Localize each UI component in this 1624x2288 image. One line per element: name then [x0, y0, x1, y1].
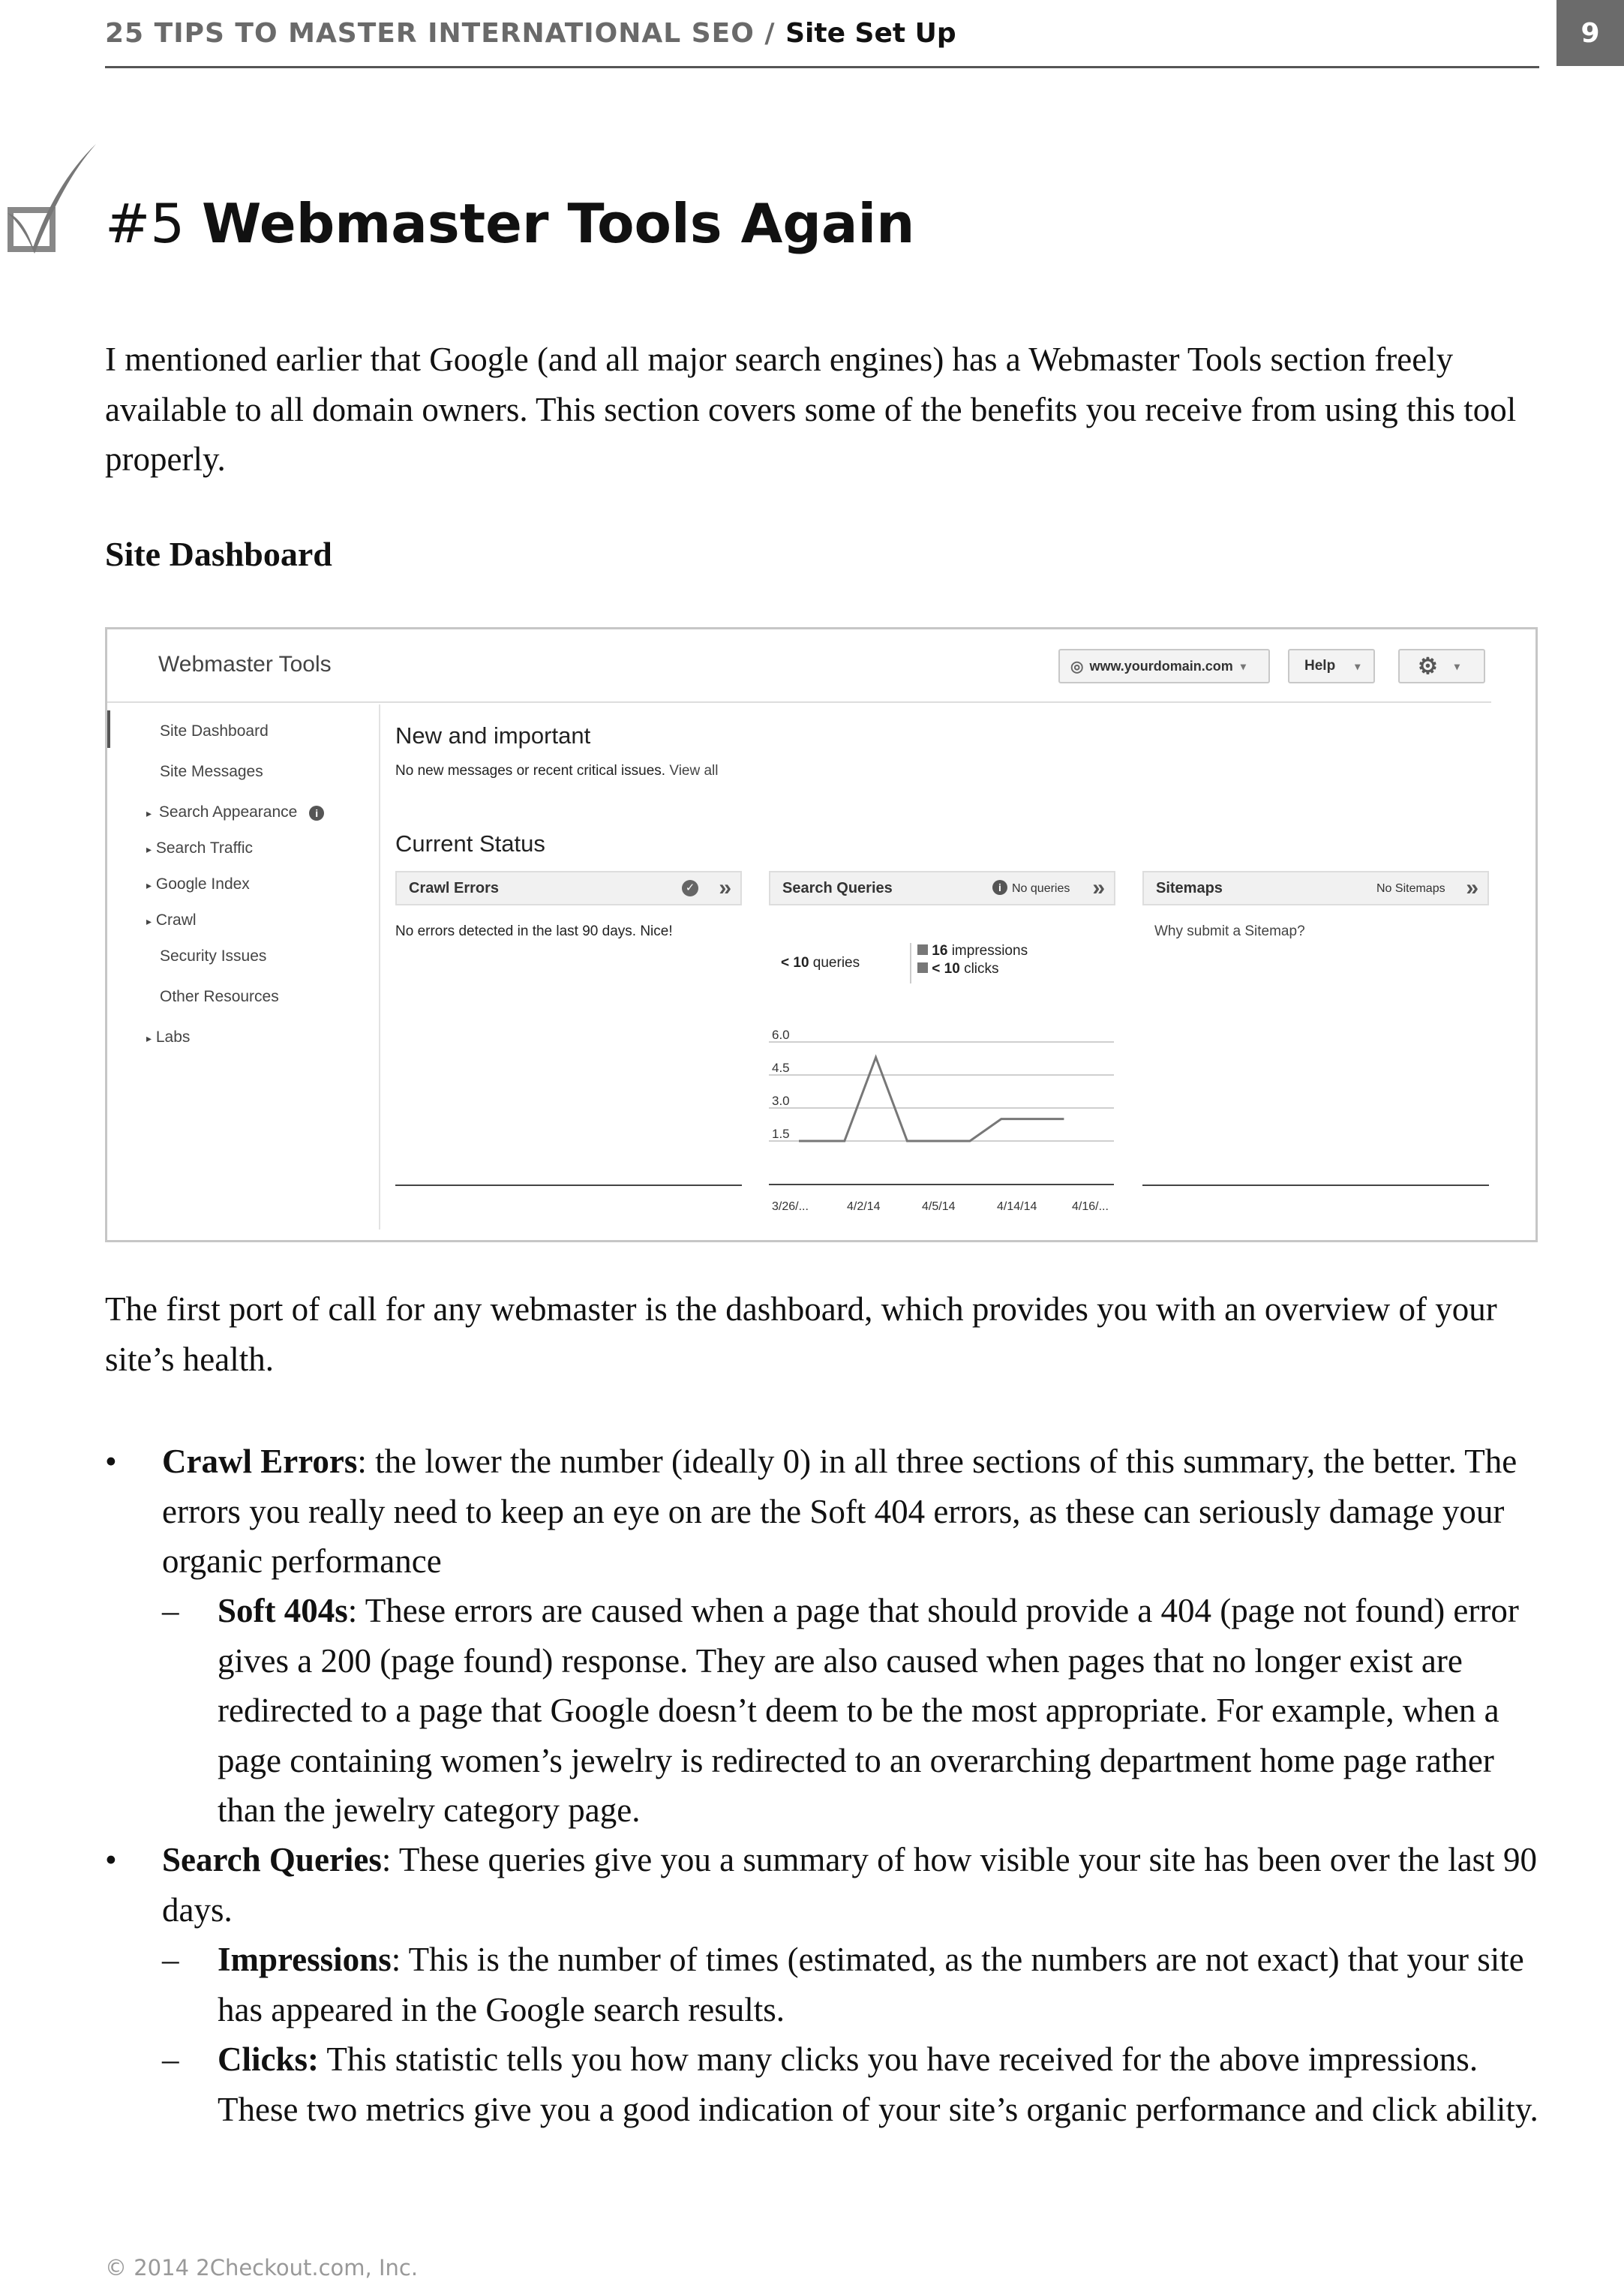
nav-security-issues[interactable]: Security Issues: [160, 947, 267, 965]
crawl-errors-chart-baseline: [395, 1185, 742, 1186]
globe-icon: ◎: [1070, 658, 1084, 675]
info-icon: i: [309, 806, 324, 821]
series-line: [799, 1058, 1064, 1141]
sitemaps-status: No Sitemaps: [1376, 882, 1445, 895]
page-header: [105, 14, 1539, 68]
x-tick-label: 4/14/14: [997, 1200, 1037, 1213]
impressions-count: 16 impressions: [917, 943, 1028, 959]
dash-marker: –: [162, 1941, 179, 1978]
gear-icon: ⚙: [1418, 653, 1438, 679]
sitemaps-link[interactable]: Why submit a Sitemap?: [1154, 923, 1305, 939]
header-separator: /: [764, 18, 776, 49]
legend-square-icon: [917, 962, 928, 973]
sidebar-divider: [379, 704, 380, 1230]
double-chevron-icon[interactable]: »: [1092, 875, 1105, 900]
nav-other-resources[interactable]: Other Resources: [160, 988, 279, 1005]
y-tick-label: 1.5: [772, 1127, 790, 1141]
dropdown-arrow-icon: ▾: [1240, 659, 1246, 672]
dropdown-arrow-icon: ▾: [1355, 659, 1361, 672]
sitemaps-title: Sitemaps: [1156, 880, 1223, 896]
expand-arrow-icon: ▸: [146, 1032, 152, 1044]
search-queries-chart: [769, 1019, 1129, 1245]
check-circle-icon: ✓: [682, 880, 698, 896]
intro-paragraph: I mentioned earlier that Google (and all major search engines) has a Webmaster Tools section freely available to all domain owners. This section covers some of the benefits you receive from using this tool properly.: [105, 341, 1517, 478]
dropdown-arrow-icon: ▾: [1454, 659, 1460, 672]
y-tick-label: 4.5: [772, 1061, 790, 1075]
webmaster-tools-screenshot: [105, 627, 1538, 1242]
queries-divider: [910, 943, 911, 983]
sitemaps-card-header[interactable]: [1142, 871, 1489, 905]
nav-search-appearance[interactable]: ▸ Search Appearance i: [146, 803, 324, 821]
dashboard-paragraph: The first port of call for any webmaster is the dashboard, which provides you with an overview of your site’s health.: [105, 1290, 1497, 1378]
info-icon: i: [992, 880, 1007, 895]
nav-labs[interactable]: ▸ Labs: [146, 1028, 191, 1046]
crawl-errors-title: Crawl Errors: [409, 880, 500, 896]
y-tick-label: 3.0: [772, 1094, 790, 1108]
nav-site-messages[interactable]: Site Messages: [160, 763, 263, 780]
x-tick-label: 3/26/...: [772, 1200, 809, 1213]
app-title: Webmaster Tools: [158, 652, 332, 677]
subbullet-impressions: Impressions: This is the number of times (estimated, as the numbers are not exact) that your site has appeared in the Google search results.: [218, 1941, 1524, 2028]
x-tick-label: 4/16/...: [1072, 1200, 1109, 1213]
sitemaps-chart-baseline: [1142, 1185, 1489, 1186]
legend-square-icon: [917, 944, 928, 955]
document-title: 25 TIPS TO MASTER INTERNATIONAL SEO: [105, 18, 755, 49]
clicks-count: < 10 clicks: [917, 961, 999, 977]
x-tick-label: 4/5/14: [922, 1200, 956, 1213]
dash-marker: –: [162, 2040, 179, 2078]
x-tick-label: 4/2/14: [847, 1200, 881, 1213]
domain-selector[interactable]: ◎ www.yourdomain.com ▾: [1058, 649, 1270, 683]
view-all-link[interactable]: View all: [669, 763, 719, 779]
queries-count: < 10 queries: [781, 955, 860, 971]
double-chevron-icon[interactable]: »: [719, 875, 731, 900]
page-number: 9: [1556, 0, 1624, 66]
nav-google-index[interactable]: ▸ Google Index: [146, 875, 250, 893]
section-title: Site Set Up: [785, 18, 956, 49]
new-important-message: No new messages or recent critical issues. View all: [395, 763, 719, 779]
subbullet-soft-404s: Soft 404s: These errors are caused when a page that should provide a 404 (page not found) error gives a 200 (page found) response. They are also caused when pages that no longer exist are redirected to a page that Google doesn’t deem to be the most appropriate. For example, when a page containing women’s jewelry is redirected to an overarching department home page rather than the jewelry category page.: [218, 1592, 1519, 1829]
new-important-title: New and important: [395, 722, 591, 749]
bullet-marker: •: [105, 1443, 117, 1480]
bullet-marker: •: [105, 1841, 117, 1878]
footer-copyright: © 2014 2Checkout.com, Inc.: [105, 2255, 419, 2280]
settings-button[interactable]: [1398, 649, 1485, 683]
subheading: Site Dashboard: [105, 535, 332, 573]
current-status-title: Current Status: [395, 830, 545, 857]
search-queries-title: Search Queries: [782, 880, 893, 896]
expand-arrow-icon: ▸: [146, 915, 152, 927]
expand-arrow-icon: ▸: [146, 879, 152, 891]
bullet-search-queries: Search Queries: These queries give you a summary of how visible your site has been over the last 90 days.: [162, 1841, 1537, 1929]
page-heading: #5 Webmaster Tools Again: [105, 192, 915, 255]
help-button[interactable]: Help ▾: [1288, 649, 1375, 683]
nav-selected-indicator: [107, 710, 110, 748]
y-tick-label: 6.0: [772, 1028, 790, 1042]
search-queries-status: No queries: [1012, 882, 1070, 895]
nav-search-traffic[interactable]: ▸ Search Traffic: [146, 839, 254, 857]
nav-site-dashboard[interactable]: Site Dashboard: [160, 722, 269, 740]
bullet-crawl-errors: Crawl Errors: the lower the number (ideally 0) in all three sections of this summary, the better. The errors you really need to keep an eye on are the Soft 404 errors, as these can seriously damage your organic performance: [162, 1443, 1517, 1580]
nav-crawl[interactable]: ▸ Crawl: [146, 911, 197, 929]
crawl-errors-message: No errors detected in the last 90 days. Nice!: [395, 923, 673, 939]
search-queries-card-header[interactable]: [769, 871, 1115, 905]
expand-arrow-icon: ▸: [146, 807, 152, 819]
toolbar-divider: [107, 701, 1491, 703]
double-chevron-icon[interactable]: »: [1466, 875, 1478, 900]
crawl-errors-card-header[interactable]: [395, 871, 742, 905]
dash-marker: –: [162, 1592, 179, 1629]
subbullet-clicks: Clicks: This statistic tells you how many clicks you have received for the above impressions. These two metrics give you a good indication of your site’s organic performance and click ability.: [218, 2040, 1538, 2128]
expand-arrow-icon: ▸: [146, 843, 152, 855]
checkmark-icon: [0, 141, 98, 261]
